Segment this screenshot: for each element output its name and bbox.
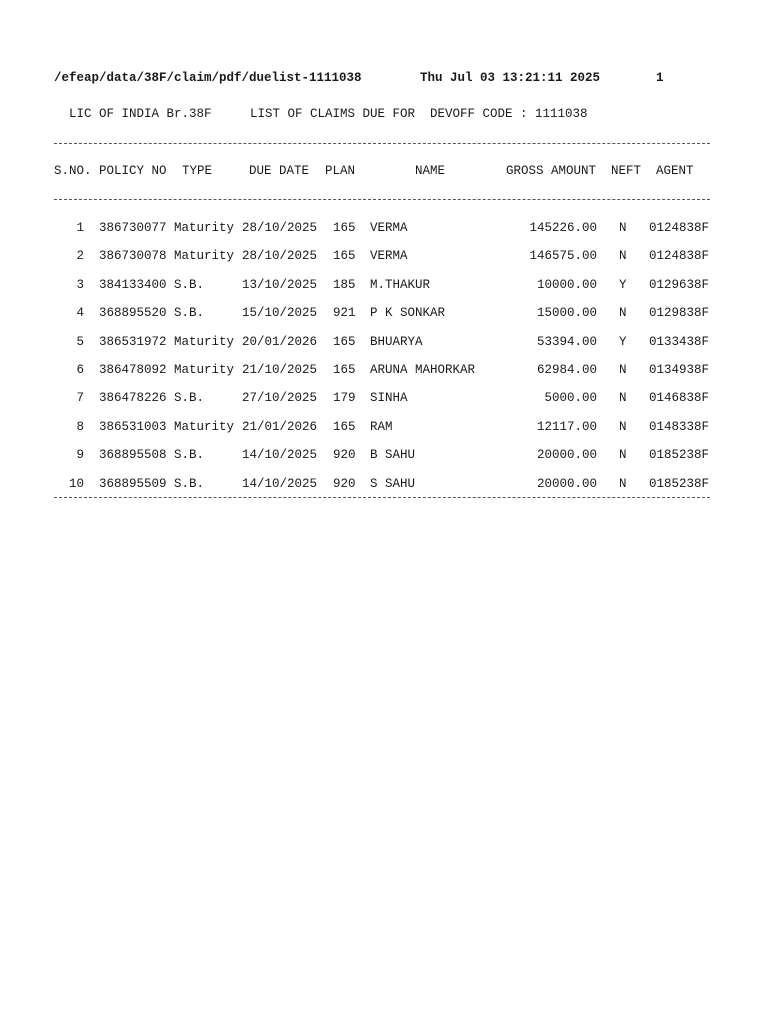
cell-name: B SAHU — [370, 448, 416, 463]
cell-due: 27/10/2025 — [242, 391, 318, 406]
cell-policy: 368895509 — [99, 476, 167, 491]
cell-name: VERMA — [370, 221, 408, 235]
cell-name: P K SONKAR — [370, 306, 446, 321]
cell-name: BHUARYA — [370, 334, 423, 349]
col-header-type: TYPE — [182, 164, 213, 178]
cell-neft: N — [619, 419, 627, 434]
cell-neft: N — [619, 221, 627, 235]
cell-agent: 0129638F — [649, 277, 710, 292]
cell-neft: Y — [619, 277, 627, 292]
cell-due: 14/10/2025 — [242, 448, 318, 463]
cell-policy: 386730078 — [99, 249, 167, 264]
cell-due: 21/10/2025 — [242, 363, 318, 377]
cell-due: 20/01/2026 — [242, 334, 318, 349]
cell-gross: 15000.00 — [536, 306, 597, 321]
cell-sno: 8 — [76, 419, 84, 434]
cell-type: Maturity — [174, 363, 235, 377]
cell-gross: 20000.00 — [536, 476, 597, 491]
cell-plan: 921 — [333, 306, 356, 321]
divider-header — [54, 199, 710, 200]
cell-due: 21/01/2026 — [242, 419, 318, 434]
cell-due: 15/10/2025 — [242, 306, 318, 321]
cell-plan: 165 — [333, 221, 356, 235]
cell-type: S.B. — [174, 448, 205, 463]
cell-agent: 0124838F — [649, 249, 710, 264]
cell-agent: 0133438F — [649, 334, 710, 349]
cell-plan: 165 — [333, 334, 356, 349]
cell-gross: 20000.00 — [536, 448, 597, 463]
cell-neft: N — [619, 391, 627, 406]
col-header-policy: POLICY NO — [99, 164, 167, 178]
cell-agent: 0148338F — [649, 419, 710, 434]
cell-policy: 368895520 — [99, 306, 167, 321]
divider-bottom — [54, 497, 710, 498]
col-header-plan: PLAN — [325, 164, 356, 178]
cell-policy: 386531003 — [99, 419, 167, 434]
cell-gross: 62984.00 — [536, 363, 597, 377]
cell-sno: 2 — [76, 249, 84, 264]
cell-name: SINHA — [370, 391, 408, 406]
report-datetime: Thu Jul 03 13:21:11 2025 — [420, 71, 601, 85]
col-header-agent: AGENT — [656, 164, 694, 178]
cell-due: 14/10/2025 — [242, 476, 318, 491]
cell-sno: 9 — [76, 448, 84, 463]
cell-sno: 3 — [76, 277, 84, 292]
cell-type: S.B. — [174, 476, 205, 491]
cell-name: RAM — [370, 419, 393, 434]
page-number: 1 — [656, 71, 664, 85]
cell-sno: 6 — [76, 363, 84, 377]
cell-type: S.B. — [174, 306, 205, 321]
branch-name: LIC OF INDIA Br.38F — [69, 107, 212, 121]
cell-gross: 53394.00 — [536, 334, 597, 349]
cell-sno: 4 — [76, 306, 84, 321]
cell-agent: 0185238F — [649, 476, 710, 491]
cell-agent: 0146838F — [649, 391, 710, 406]
cell-name: S SAHU — [370, 476, 416, 491]
cell-plan: 165 — [333, 419, 356, 434]
cell-gross: 146575.00 — [529, 249, 597, 264]
cell-type: Maturity — [174, 221, 235, 235]
cell-type: Maturity — [174, 419, 235, 434]
report-file-path: /efeap/data/38F/claim/pdf/duelist-1111038 — [54, 71, 362, 85]
cell-policy: 386478226 — [99, 391, 167, 406]
cell-neft: N — [619, 476, 627, 491]
cell-plan: 165 — [333, 363, 356, 377]
cell-plan: 165 — [333, 249, 356, 264]
cell-name: ARUNA MAHORKAR — [370, 363, 476, 377]
divider-top — [54, 143, 710, 144]
cell-name: VERMA — [370, 249, 408, 264]
cell-neft: N — [619, 249, 627, 264]
col-header-sno: S.NO. — [54, 164, 92, 178]
cell-type: Maturity — [174, 334, 235, 349]
cell-name: M.THAKUR — [370, 277, 431, 292]
cell-type: S.B. — [174, 391, 205, 406]
report-title: LIST OF CLAIMS DUE FOR DEVOFF CODE : 1111038 — [250, 107, 588, 121]
cell-agent: 0124838F — [649, 221, 710, 235]
cell-gross: 12117.00 — [536, 419, 597, 434]
cell-due: 28/10/2025 — [242, 221, 318, 235]
cell-type: S.B. — [174, 277, 205, 292]
cell-policy: 386730077 — [99, 221, 167, 235]
cell-sno: 5 — [76, 334, 84, 349]
cell-due: 28/10/2025 — [242, 249, 318, 264]
col-header-neft: NEFT — [611, 164, 642, 178]
cell-policy: 386478092 — [99, 363, 167, 377]
cell-plan: 920 — [333, 448, 356, 463]
cell-policy: 368895508 — [99, 448, 167, 463]
cell-policy: 384133400 — [99, 277, 167, 292]
cell-sno: 1 — [76, 221, 84, 235]
cell-sno: 10 — [68, 476, 84, 491]
cell-plan: 179 — [333, 391, 356, 406]
cell-neft: Y — [619, 334, 627, 349]
cell-plan: 185 — [333, 277, 356, 292]
cell-sno: 7 — [76, 391, 84, 406]
col-header-name: NAME — [415, 164, 446, 178]
cell-agent: 0185238F — [649, 448, 710, 463]
cell-gross: 5000.00 — [544, 391, 597, 406]
cell-neft: N — [619, 363, 627, 377]
cell-type: Maturity — [174, 249, 235, 264]
cell-plan: 920 — [333, 476, 356, 491]
cell-neft: N — [619, 448, 627, 463]
cell-gross: 10000.00 — [536, 277, 597, 292]
cell-neft: N — [619, 306, 627, 321]
col-header-due-date: DUE DATE — [249, 164, 310, 178]
cell-policy: 386531972 — [99, 334, 167, 349]
cell-agent: 0134938F — [649, 363, 710, 377]
cell-gross: 145226.00 — [529, 221, 597, 235]
cell-due: 13/10/2025 — [242, 277, 318, 292]
col-header-gross-amount: GROSS AMOUNT — [506, 164, 597, 178]
cell-agent: 0129838F — [649, 306, 710, 321]
